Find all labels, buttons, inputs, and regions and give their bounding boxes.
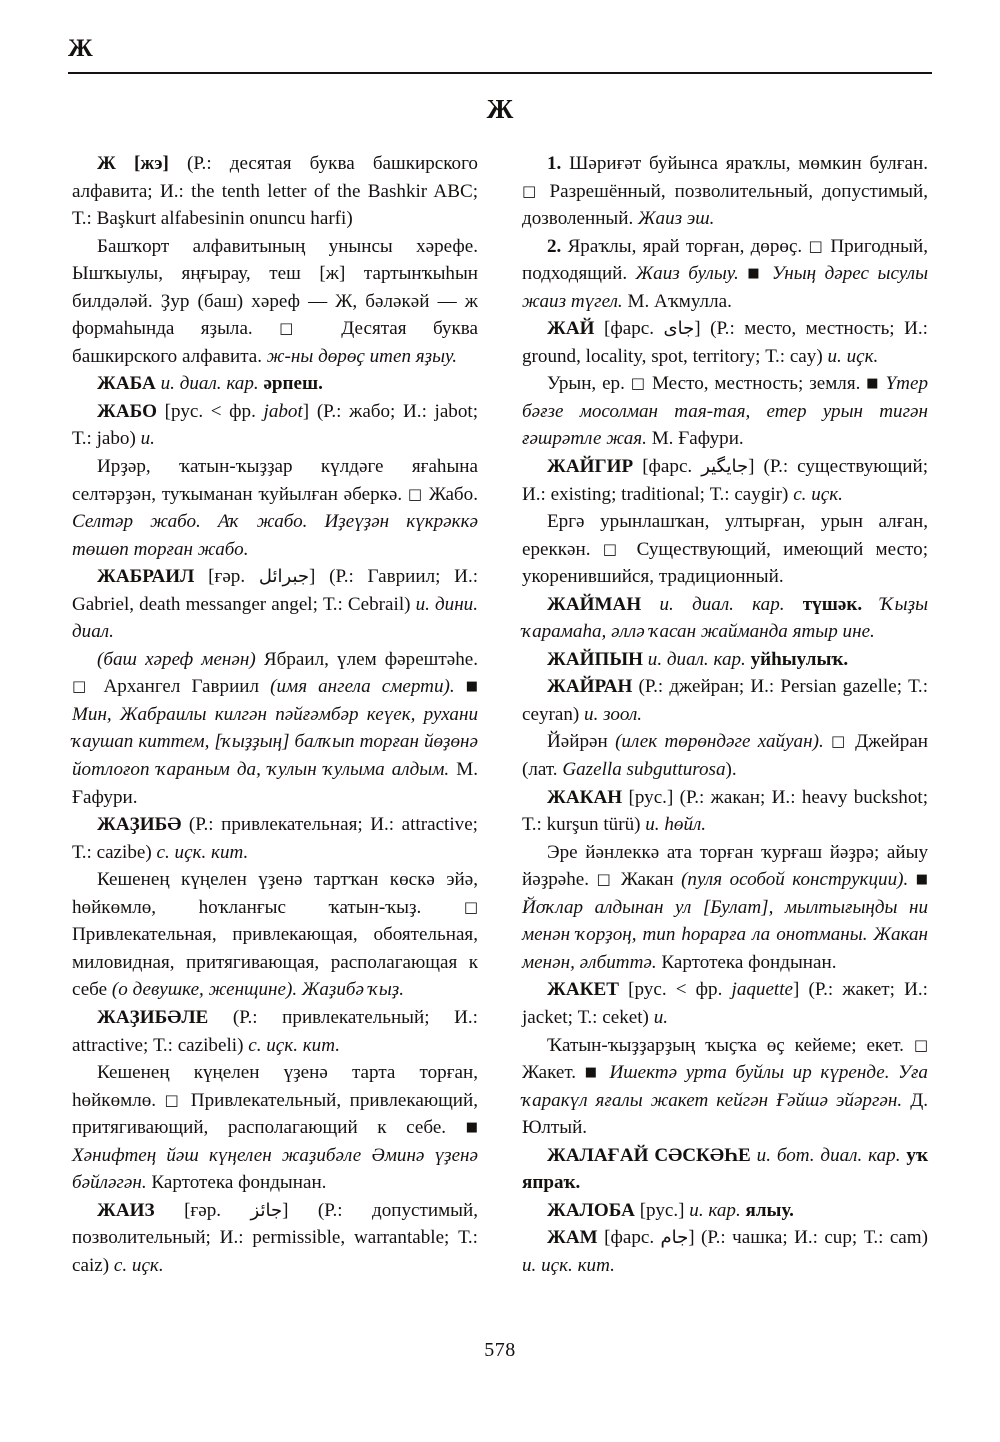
- part-of-speech: и. иҫк. кит.: [522, 1254, 615, 1276]
- gloss-block: (Р.: чашка; И.: cup; Т.: cam): [701, 1227, 928, 1249]
- grammar-labels: и. кар.: [689, 1199, 741, 1221]
- filled-square-icon: ■: [465, 679, 479, 695]
- part-of-speech: с. иҫк.: [113, 1254, 164, 1276]
- definition-bashkir: Кешенең күңелен үҙенә тарта торған, һөйкөмлө.: [72, 1062, 478, 1111]
- header-rule: [68, 72, 932, 74]
- headword: ЖАБРАИЛ: [97, 566, 195, 588]
- entry-zhaygir-body: [522, 508, 928, 591]
- part-of-speech: и. дини. диал.: [72, 593, 479, 643]
- definition-russian: Десятая буква башкирского алфавита.: [72, 318, 478, 367]
- etymology-open: [рус.]: [628, 786, 674, 808]
- definition-bashkir: Йәйрән: [547, 731, 608, 753]
- definition-bashkir: Яраҡлы, ярай торған, дөрөҫ.: [567, 235, 803, 257]
- usage-note: (баш хәреф менән): [97, 648, 256, 670]
- definition-bashkir: Ирҙәр, ҡатын-ҡыҙҙар күлдәге яғаһына селтәрҙән, туҡыманан ҡуйылған әберкә.: [72, 456, 478, 505]
- cross-reference: уйһыулыҡ.: [750, 648, 849, 670]
- etymology-arabic: جايگير: [701, 456, 749, 478]
- headword: ЖАЙРАН: [547, 676, 633, 698]
- definition-bashkir: Урын, ер.: [547, 373, 625, 395]
- entry-zham: [522, 1224, 928, 1279]
- citation-source: М. Ғафури.: [72, 759, 478, 808]
- hollow-square-icon: □: [164, 1090, 183, 1109]
- entry-zhaloba: [522, 1197, 928, 1225]
- citation: Уның дәрес ысулы жаиз түгел.: [522, 263, 929, 312]
- headword: ЖАЙПЫН: [547, 648, 643, 670]
- etymology-open: [рус. < фр.: [628, 979, 723, 1001]
- hollow-square-icon: □: [279, 319, 315, 338]
- headword: ЖАМ: [547, 1227, 598, 1249]
- text-columns: [72, 150, 928, 1290]
- entry-zhakan-body: [522, 839, 928, 977]
- entry-zhakan: [522, 784, 928, 839]
- part-of-speech: и.: [653, 1006, 669, 1028]
- gloss-block: (Р.: привлекательная; И.: attractive; Т.: cazibe): [72, 814, 478, 863]
- definition-russian: Пригодный, подходящий.: [522, 235, 928, 285]
- entry-zhaket-body: [522, 1032, 928, 1142]
- example: Жаҙибә ҡыҙ.: [301, 979, 404, 1001]
- citation-source: М. Ғафури.: [651, 428, 744, 450]
- etymology-open: [фарс.: [642, 456, 693, 478]
- citation: Йоҡлар алдынан ул [Булат], мылтығыңды ни менән ҡорҙоң, тип һорарға ла онотманы. Жакан менән, әлбиттә.: [522, 896, 928, 973]
- filled-square-icon: ■: [915, 872, 929, 888]
- gloss-block: (Р.: допустимый, позволительный; И.: permissible, warrantable; Т.: caiz): [72, 1199, 478, 1276]
- hollow-square-icon: □: [407, 484, 424, 503]
- definition-russian-note: (о девушке, женщине).: [111, 979, 298, 1001]
- entry-zhaket: [522, 976, 928, 1031]
- definition-bashkir: Ергә урынлашҡан, ултырған, урын алған, ереккән.: [522, 511, 928, 560]
- filled-square-icon: ■: [584, 1065, 601, 1081]
- hollow-square-icon: □: [522, 181, 541, 200]
- etymology-open: [рус. < фр.: [164, 400, 256, 422]
- definition-russian-note: (пуля особой конструкции).: [681, 869, 909, 891]
- etymology-source-word: jaquette: [731, 979, 794, 1001]
- headword: ЖАЛАҒАЙ СӘСКӘҺЕ: [547, 1144, 751, 1166]
- entry-zhaygir: [522, 453, 928, 508]
- part-of-speech: и. зоол.: [584, 703, 643, 725]
- grammar-labels: и. диал. кар.: [160, 373, 259, 395]
- gloss-block: (Р.: жабо; И.: jabot; Т.: jabo): [72, 400, 478, 450]
- entry-zhadibale-body: [72, 1059, 478, 1197]
- part-of-speech: с. иҫк. кит.: [248, 1034, 341, 1056]
- definition-russian: Привлекательный, привлекающий, притягивающий, располагающий к себе.: [72, 1089, 478, 1139]
- definition-bashkir: Ябраил, үлем фәрештәһе.: [263, 648, 478, 670]
- hollow-square-icon: □: [602, 539, 625, 558]
- cross-reference: түшәк.: [802, 593, 863, 615]
- citation: Хәнифтең йәш күңелен жаҙибәле Әминә үҙенә бәйләгән.: [72, 1144, 478, 1194]
- hollow-square-icon: □: [72, 677, 93, 696]
- entry-zh-body: [72, 233, 478, 371]
- etymology-arabic: جائز: [250, 1199, 283, 1221]
- gloss-block: (Р.: жакет; И.: jacket; Т.: ceket): [522, 979, 928, 1028]
- gloss-block: (Р.: джейран; И.: Persian gazelle; Т.: ceyran): [522, 676, 928, 725]
- pronunciation: [жэ]: [134, 153, 169, 174]
- etymology-open: [ғәр.: [184, 1199, 222, 1221]
- etymology-arabic: جبرائل: [258, 566, 310, 588]
- page-number: 578: [484, 1339, 516, 1361]
- part-of-speech: с. иҫк. кит.: [156, 841, 249, 863]
- etymology-arabic: جاى: [663, 318, 695, 340]
- etymology-close: ]: [309, 566, 316, 588]
- examples: Селтәр жабо. Аҡ жабо. Иҙеүҙән күкрәккә төшөп торған жабо.: [72, 511, 478, 560]
- gloss-block: (Р.: место, местность; И.: ground, locality, spot, territory; Т.: cay): [522, 318, 928, 367]
- part-of-speech: и. һөйл.: [645, 814, 707, 836]
- column-right: [522, 150, 928, 1290]
- definition-russian-note: (имя ангела смерти).: [270, 676, 455, 698]
- entry-zhabrail-body: [72, 646, 478, 811]
- etymology-open: [фарс.: [604, 318, 655, 340]
- definition-russian: Жабо.: [428, 483, 478, 505]
- definition-bashkir: Башҡорт алфавитының унынсы хәрефе. Ышҡыулы, яңғырау, теш [ж] тартынҡыһын билдәләй. Ҙур (баш) хәреф — Ж, бәләкәй — ж формаһында яҙыла.: [72, 235, 478, 340]
- hollow-square-icon: □: [808, 236, 825, 255]
- sense-number: 1.: [547, 153, 562, 174]
- headword: ЖАИЗ: [97, 1199, 155, 1221]
- headword: ЖАКАН: [547, 786, 623, 808]
- entry-zhalagay-saskase: [522, 1142, 928, 1197]
- definition-bashkir: Ҡатын-ҡыҙҙарҙың ҡыҫҡа өҫ кейеме; екет.: [547, 1034, 904, 1056]
- column-left: [72, 150, 478, 1290]
- hollow-square-icon: □: [596, 870, 614, 889]
- headword: Ж: [97, 153, 116, 174]
- section-letter: Ж: [486, 94, 514, 124]
- citation: Ишектә урта буйлы ир күренде. Уға ҡаракүл яғалы жакет кейгән Ғәйшә эйәргән.: [522, 1062, 928, 1111]
- headword: ЖАЛОБА: [547, 1199, 635, 1221]
- definition-russian: Существующий, имеющий место; укоренившийся, традиционный.: [522, 538, 928, 588]
- headword: ЖАБО: [97, 400, 158, 422]
- definition-bashkir: Кешенең күңелен үҙенә тартҡан көскә эйә, һөйкөмлө, һоҡланғыс ҡатын-ҡыҙ.: [72, 869, 478, 918]
- etymology-close: ]: [748, 456, 755, 478]
- definition-bashkir-note: (илек төрөндәге хайуан).: [615, 731, 824, 753]
- example: Ҡыҙы ҡарамаһа, әллә ҡасан жайманда ятыр ине.: [522, 593, 928, 643]
- entry-zhay-body: [522, 370, 928, 453]
- headword: ЖАЙМАН: [547, 593, 642, 615]
- filled-square-icon: ■: [866, 376, 880, 392]
- cross-reference: уҡ япраҡ.: [522, 1144, 928, 1194]
- citation: Үтер бәғзе мосолман тая-тая, етер урын тигән ғәшрәтле жая.: [522, 373, 928, 450]
- grammar-labels: и. диал. кар.: [647, 648, 746, 670]
- hollow-square-icon: □: [630, 374, 647, 393]
- example: ж-ны дөрөҫ итеп яҙыу.: [266, 345, 458, 367]
- entry-zhabrail: [72, 563, 478, 646]
- headword: ЖАҘИБӘ: [97, 814, 182, 836]
- definition-russian: Привлекательная, привлекающая, обоятельная, миловидная, притягивающая, располагающая к себе: [72, 924, 478, 1001]
- etymology-open: [рус.]: [639, 1199, 685, 1221]
- etymology-close: ]: [688, 1227, 695, 1249]
- entry-zhayman: [522, 591, 928, 646]
- entry-zhadibale: [72, 1004, 478, 1059]
- etymology-close: ]: [793, 979, 800, 1001]
- definition-russian: Разрешённый, позволительный, допустимый, дозволенный.: [522, 180, 928, 230]
- headword: ЖАКЕТ: [547, 979, 619, 1001]
- entry-zhadiba: [72, 811, 478, 866]
- etymology-close: ]: [694, 318, 701, 340]
- entry-zhaba: [72, 370, 478, 398]
- gloss-block: (Р.: десятая буква башкирского алфавита; И.: the tenth letter of the Bashkir ABC; Т.: Başkurt alfabesinin onuncu harfi): [72, 153, 478, 230]
- etymology-arabic: جام: [660, 1227, 689, 1249]
- gloss-block: (Р.: жакан; И.: heavy buckshot; Т.: kurşun türü): [522, 786, 929, 836]
- running-head: [68, 36, 932, 70]
- entry-zh: [72, 150, 478, 233]
- definition-russian: Джейран (лат.: [522, 731, 928, 781]
- grammar-labels: и. бот. диал. кар.: [756, 1144, 901, 1166]
- entry-zhay: [522, 315, 928, 370]
- citation-source: М. Аҡмулла.: [627, 290, 732, 312]
- definition-russian-close: ).: [725, 759, 737, 781]
- etymology-open: [ғәр.: [208, 566, 246, 588]
- running-head-letter: Ж: [68, 35, 94, 62]
- sense-number: 2.: [547, 235, 562, 257]
- example: Жаиз эш.: [638, 208, 715, 230]
- cross-reference: әрпеш.: [263, 373, 323, 395]
- hollow-square-icon: □: [913, 1035, 928, 1054]
- definition-russian: Место, местность; земля.: [651, 373, 861, 395]
- headword: ЖАҘИБӘЛЕ: [97, 1006, 209, 1028]
- headword: ЖАБА: [97, 373, 156, 395]
- entry-zhabo: [72, 398, 478, 453]
- etymology-source-word: jabot: [263, 400, 303, 422]
- entry-zhaiz-sense-2: [522, 233, 928, 316]
- grammar-labels: и. диал. кар.: [659, 593, 785, 615]
- filled-square-icon: ■: [465, 1120, 478, 1136]
- etymology-close: ]: [302, 400, 310, 422]
- entry-zhayran-body: [522, 728, 928, 783]
- etymology-open: [фарс.: [604, 1227, 655, 1249]
- entry-zhaiz: [72, 1197, 478, 1280]
- latin-name: Gazella subgutturosa: [562, 759, 726, 781]
- definition-russian: Жакан: [620, 869, 674, 891]
- definition-russian: Архангел Гавриил: [103, 676, 260, 698]
- citation-source: Картотека фондынан.: [151, 1172, 327, 1194]
- part-of-speech: и.: [140, 428, 155, 450]
- hollow-square-icon: □: [463, 897, 478, 916]
- definition-russian: Жакет.: [522, 1062, 577, 1084]
- citation: Мин, Жабраилы килгән пәйғәмбәр кеүек, рухани ҡаушап киттем, [ҡыҙҙың] балҡып торған йөҙөнә йотлоғоп ҡараным да, ҡулын ҡулыма алдым.: [72, 703, 478, 781]
- hollow-square-icon: □: [831, 732, 848, 751]
- gloss-block: (Р.: привлекательный; И.: attractive; Т.: cazibeli): [72, 1006, 478, 1056]
- definition-bashkir: Эре йәнлеккә ата торған ҡурғаш йәҙрә; айыу йәҙрәһе.: [522, 841, 928, 891]
- gloss-block: (Р.: Гавриил; И.: Gabriel, death messanger angel; Т.: Cebrail): [72, 566, 479, 615]
- entry-zhadiba-body: [72, 866, 478, 1004]
- entry-zhaiz-sense-1: [522, 150, 928, 233]
- entry-zhabo-body: [72, 453, 478, 563]
- headword: ЖАЙ: [547, 318, 595, 340]
- definition-bashkir: Шәриғәт буйынса яраҡлы, мөмкин булған.: [569, 153, 928, 174]
- part-of-speech: с. иҫк.: [793, 483, 843, 505]
- part-of-speech: и. иҫк.: [827, 345, 879, 367]
- filled-square-icon: ■: [747, 266, 764, 282]
- example: Жаиз булыу.: [635, 263, 739, 285]
- cross-reference: ялыу.: [745, 1199, 794, 1221]
- citation-source: Картотека фондынан.: [661, 951, 837, 973]
- etymology-close: ]: [282, 1199, 289, 1221]
- gloss-block: (Р.: существующий; И.: existing; traditional; Т.: caygir): [522, 456, 929, 505]
- citation-source: Д. Юлтый.: [522, 1089, 928, 1139]
- entry-zhaypyn: [522, 646, 928, 674]
- headword: ЖАЙГИР: [547, 456, 634, 478]
- entry-zhayran: [522, 673, 928, 728]
